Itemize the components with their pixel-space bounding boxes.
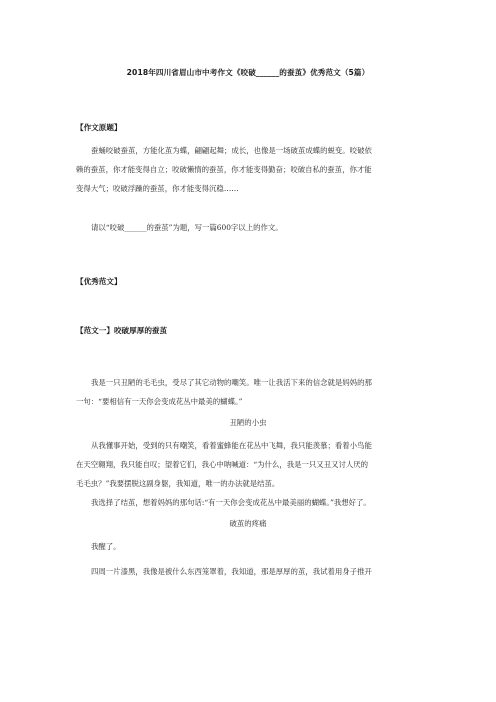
body-line: 我醒了。 xyxy=(91,542,121,551)
subheading-ugly-bug: 丑陋的小虫 xyxy=(229,418,267,427)
body-line: 一句：“要相信有一天你会变成花丛中最美的蝴蝶。” xyxy=(76,397,243,406)
body-paragraph-1 xyxy=(76,373,420,411)
prompt-request-text: 请以“咬破______的蚕茧”为题，写一篇600字以上的作文。 xyxy=(91,223,283,232)
body-line: 我是一只丑陋的毛毛虫，受尽了其它动物的嘲笑。唯一让我活下来的信念就是妈妈的那 xyxy=(91,378,372,387)
prompt-line: 蚕蛹咬破蚕茧，方能化茧为蝶，翩翩起舞；成长，也像是一场破茧成蝶的蜕变。咬破依 xyxy=(91,146,372,155)
subheading-pain-of-breaking: 破茧的疼痛 xyxy=(229,519,267,528)
prompt-section-heading: 【作文原题】 xyxy=(76,123,122,132)
prompt-line: 变得大气；咬破浮躁的蚕茧，你才能变得沉稳…… xyxy=(76,184,239,193)
body-paragraph-4 xyxy=(76,537,420,556)
body-line: 从我懂事开始，受到的只有嘲笑，看着蜜蜂能在花丛中飞舞，我只能羡慕；看着小鸟能 xyxy=(91,441,372,450)
prompt-request xyxy=(76,218,420,237)
body-line: 我选择了结茧，想着妈妈的那句话:“有一天你会变成花丛中最美丽的蝴蝶。”我想好了。 xyxy=(91,498,371,507)
body-line: 毛毛虫？”我要摆脱这副身躯，我知道，唯一的办法就是结茧。 xyxy=(76,479,280,488)
sample-one-heading: 【范文一】咬破厚厚的蚕茧 xyxy=(76,326,168,335)
body-paragraph-5 xyxy=(76,562,420,581)
prompt-line: 赖的蚕茧，你才能变得自立；咬破懒惰的蚕茧，你才能变得勤奋；咬破自私的蚕茧，你才能 xyxy=(76,165,372,174)
body-line: 四周一片漆黑，我像是被什么东西笼罩着，我知道，那是厚厚的茧，我试着用身子推开 xyxy=(91,567,372,576)
body-line: 在天空翱翔，我只能自叹；望着它们，我心中呐喊道：“为什么，我是一只又丑又讨人厌的 xyxy=(76,460,369,469)
body-paragraph-3 xyxy=(76,493,420,512)
samples-section-heading: 【优秀范文】 xyxy=(76,277,122,286)
document-title: 2018年四川省眉山市中考作文《咬破______的蚕茧》优秀范文（5篇） xyxy=(126,68,370,77)
body-paragraph-2 xyxy=(76,436,420,493)
prompt-paragraph xyxy=(76,141,420,198)
